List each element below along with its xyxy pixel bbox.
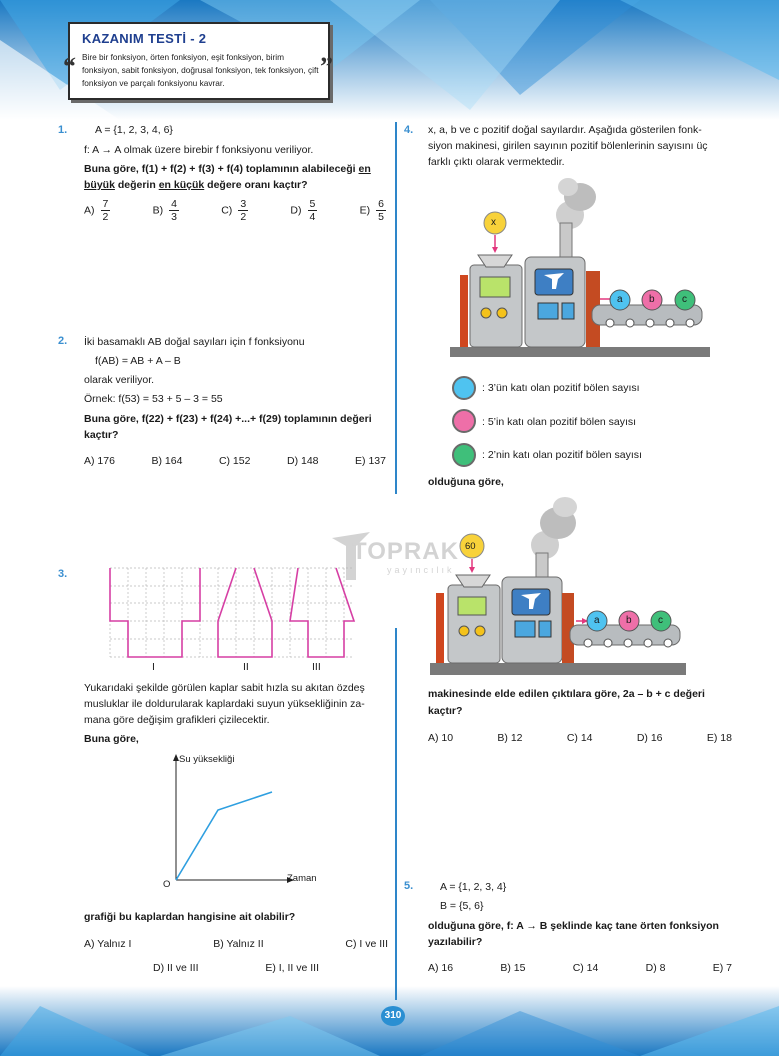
q4-question-line1: makinesinde elde edilen çıktılara göre, 2a – b + c değeri <box>428 688 705 700</box>
q1-options <box>84 198 386 223</box>
q4-option-c[interactable]: C) 14 <box>566 732 593 744</box>
q2-question-line1: Buna göre, f(22) + f(23) + f(24) +...+ f(29) toplamının değeri <box>84 413 372 425</box>
q4-line3: farklı çıktı olarak vermektedir. <box>428 156 565 168</box>
input-arrow-icon <box>492 247 498 253</box>
test-description: Bire bir fonksiyon, örten fonksiyon, eşit fonksiyon, birim fonksiyon, sabit fonksiyon, doğrusal fonksiyon, tek fonksiyon, çift fonksiyon ve parçalı fonksiyonu kavrar. <box>82 52 319 88</box>
q2-option-d[interactable]: D) 148 <box>286 455 319 467</box>
q4-option-e[interactable]: E) 18 <box>706 732 732 744</box>
q5-option-a[interactable]: A) 16 <box>428 962 454 974</box>
legend-green-ball-icon <box>452 443 476 467</box>
watermark-brand: TOPRAK <box>352 538 459 565</box>
close-quote-icon: ” <box>320 52 333 81</box>
legend-pink-ball-icon <box>452 409 476 433</box>
q1-buyuk: büyük <box>84 179 115 191</box>
q3-option-c[interactable]: C) I ve III <box>345 938 388 950</box>
q1-bold1: Buna göre, f(1) + f(2) + f(3) + f(4) toplamının alabileceği <box>84 163 356 175</box>
q2-option-b[interactable]: B) 164 <box>151 455 183 467</box>
q2-option-a[interactable]: A) 176 <box>84 455 115 467</box>
q4-function-machine-1 <box>440 175 715 360</box>
q3-text1: Yukarıdaki şekilde görülen kaplar sabit hızla su akıtan özdeş <box>84 682 365 694</box>
q3-option-a[interactable]: A) Yalnız I <box>84 938 132 950</box>
q3-containers-figure <box>108 566 358 674</box>
container-1 <box>110 568 200 657</box>
open-quote-icon: “ <box>63 52 76 81</box>
q2-line3: olarak veriliyor. <box>84 374 155 386</box>
q3-height-time-graph <box>160 752 330 892</box>
q4-question-line2: kaçtır? <box>428 705 463 717</box>
q1-option-b[interactable]: B) $\frac{4}{3}$ <box>152 198 177 223</box>
graph-x-label: Zaman <box>287 873 317 884</box>
q3-label-iii: III <box>312 661 321 673</box>
q4-options <box>428 732 732 744</box>
machine2-output-c: c <box>658 615 663 626</box>
q5-question-line2: yazılabilir? <box>428 936 483 948</box>
q4-option-d[interactable]: D) 16 <box>636 732 663 744</box>
q3-option-d[interactable]: D) II ve III <box>153 962 199 974</box>
machine2-base <box>430 663 686 675</box>
q4-line1: x, a, b ve c pozitif doğal sayılardır. Aşağıda gösterilen fonk- <box>428 124 702 136</box>
q5-question-line1: olduğuna göre, f: A → B şeklinde kaç tane örten fonksiyon <box>428 920 719 932</box>
input-arrow-icon-2 <box>469 567 475 573</box>
q4-option-a[interactable]: A) 10 <box>428 732 454 744</box>
q2-question-line2: kaçtır? <box>84 429 119 441</box>
q1-option-c[interactable]: C) $\frac{3}{2}$ <box>221 198 247 223</box>
q2-options <box>84 455 386 467</box>
graph-y-label: Su yüksekliği <box>179 754 235 765</box>
q2-example: Örnek: f(53) = 53 + 5 – 3 = 55 <box>84 393 223 405</box>
test-title: KAZANIM TESTİ - 2 <box>82 31 207 46</box>
q4-line2: siyon makinesi, girilen sayının pozitif bölenlerinin sayısını üç <box>428 140 708 152</box>
machine2-input-label: 60 <box>465 541 476 552</box>
q5-number: 5. <box>404 880 414 892</box>
q2-option-c[interactable]: C) 152 <box>218 455 251 467</box>
q4-number: 4. <box>404 124 414 136</box>
q5-option-e[interactable]: E) 7 <box>712 962 732 974</box>
container-2 <box>218 568 272 657</box>
q1-question-line2 <box>84 179 308 191</box>
machine-left-screen <box>480 277 510 297</box>
q5-option-d[interactable]: D) 8 <box>645 962 666 974</box>
q1-question-line1 <box>84 163 371 175</box>
q2-line1: İki basamaklı AB doğal sayıları için f fonksiyonu <box>84 336 305 348</box>
q3-text3: mana göre değişim grafikleri çizilecektir. <box>84 714 270 726</box>
q1-option-e[interactable]: E) $\frac{6}{5}$ <box>359 198 384 223</box>
machine-base <box>450 347 710 357</box>
column-divider-top <box>395 122 397 494</box>
q5-option-b[interactable]: B) 15 <box>500 962 526 974</box>
q5-set-a: A = {1, 2, 3, 4} <box>440 881 507 893</box>
machine1-output-a: a <box>617 294 623 305</box>
q1-end: değere oranı kaçtır? <box>207 179 308 191</box>
q4-function-machine-2 <box>420 497 695 682</box>
q1-option-a[interactable]: A) $\frac{7}{2}$ <box>84 198 109 223</box>
q3-bold1: Buna göre, <box>84 733 139 745</box>
q1-number: 1. <box>58 124 68 136</box>
q1-set: A = {1, 2, 3, 4, 6} <box>95 124 173 136</box>
legend-pink-text: : 5’in katı olan pozitif bölen sayısı <box>482 416 637 428</box>
q3-number: 3. <box>58 568 68 580</box>
machine1-output-b: b <box>649 294 655 305</box>
graph-origin-label: O <box>163 879 171 890</box>
machine1-input-label: x <box>491 217 496 228</box>
q3-option-e[interactable]: E) I, II ve III <box>265 962 319 974</box>
q1-statement: f: A → A olmak üzere birebir f fonksiyonu veriliyor. <box>84 144 314 156</box>
watermark-sub: yayıncılık <box>387 565 455 575</box>
q5-set-b: B = {5, 6} <box>440 900 484 912</box>
q3-label-i: I <box>152 661 155 673</box>
page-number: 310 <box>381 1006 405 1026</box>
q4-option-b[interactable]: B) 12 <box>497 732 523 744</box>
q2-number: 2. <box>58 335 68 347</box>
q4-given: olduğuna göre, <box>428 476 504 488</box>
q1-en-kucuk: en küçük <box>158 179 205 191</box>
machine1-output-c: c <box>682 294 687 305</box>
test-title-box <box>68 22 330 100</box>
graph-line <box>176 792 272 880</box>
legend-green-text: : 2’nin katı olan pozitif bölen sayısı <box>482 449 642 461</box>
legend-blue-text: : 3’ün katı olan pozitif bölen sayısı <box>482 382 640 394</box>
q1-option-d[interactable]: D) $\frac{5}{4}$ <box>290 198 316 223</box>
q2-function: f(AB) = AB + A – B <box>95 355 181 367</box>
column-divider-bottom <box>395 628 397 1000</box>
container-3 <box>290 568 354 657</box>
q3-option-b[interactable]: B) Yalnız II <box>213 938 264 950</box>
q3-text2: musluklar ile doldurularak kaplardaki suyun yüksekliğinin za- <box>84 698 365 710</box>
q3-question: grafiği bu kaplardan hangisine ait olabilir? <box>84 911 296 923</box>
q5-option-c[interactable]: C) 14 <box>572 962 599 974</box>
q3-label-ii: II <box>243 661 249 673</box>
q3-options-row2 <box>153 962 319 974</box>
q1-bold1-underlined: en <box>358 163 371 175</box>
q5-options <box>428 962 732 974</box>
q3-options-row1 <box>84 938 388 950</box>
machine2-output-a: a <box>594 615 600 626</box>
q2-option-e[interactable]: E) 137 <box>355 455 386 467</box>
q1-degerin: değerin <box>117 179 156 191</box>
machine2-output-b: b <box>626 615 632 626</box>
legend-blue-ball-icon <box>452 376 476 400</box>
